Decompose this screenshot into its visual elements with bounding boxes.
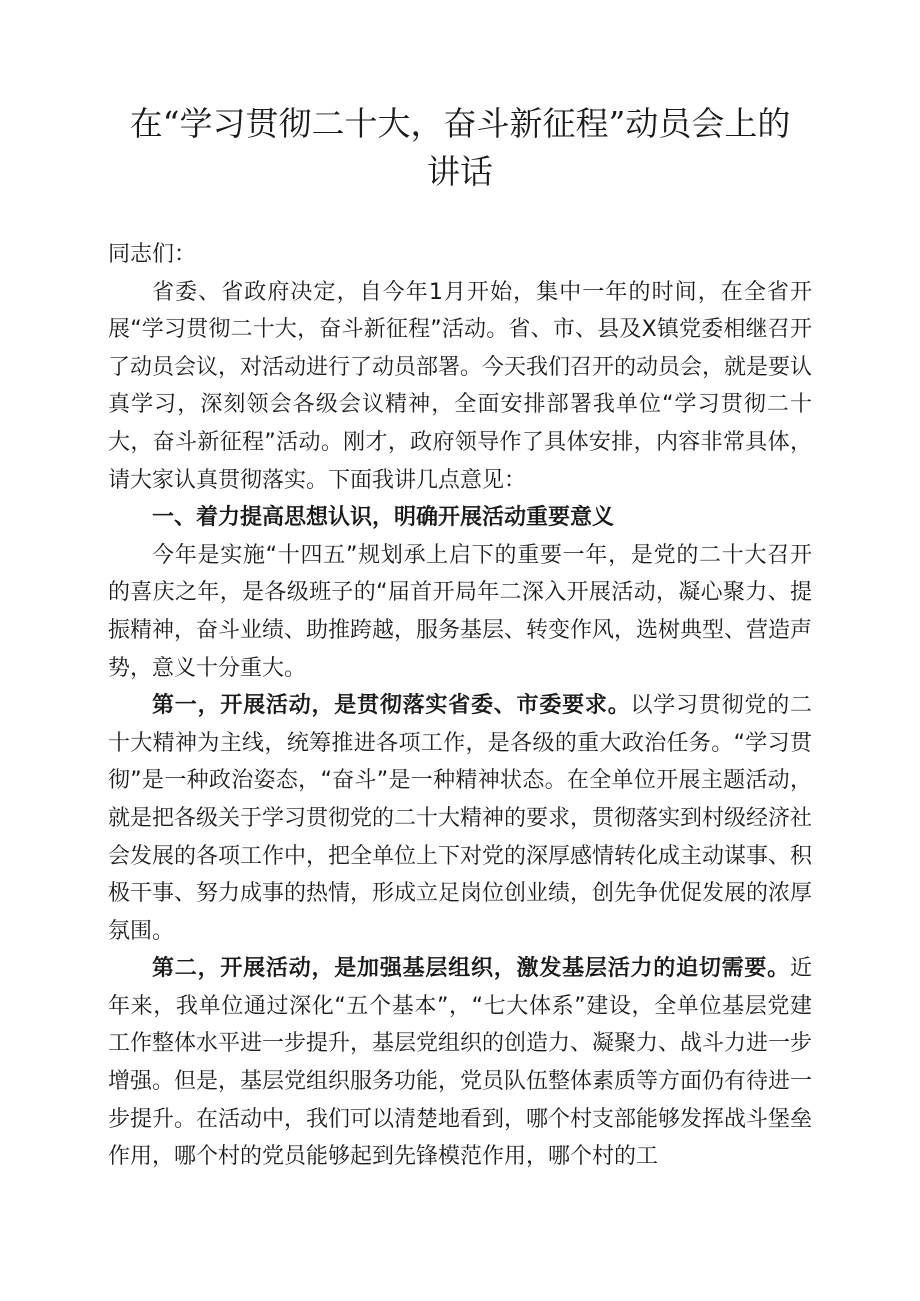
title-line-1: 在“学习贯彻二十大，奋斗新征程”动员会上的 [129,104,791,143]
point-1-paragraph [108,687,812,950]
point-1-lead: 第一，开展活动，是贯彻落实省委、市委要求。 [152,693,631,719]
point-2-text: 近年来，我单位通过深化“五个基本”，“七大体系”建设，全单位基层党建工作整体水平进一步提升，基层党组织的创造力、凝聚力、战斗力进一步增强。但是，基层党组织服务功能，党员队伍整体素质等方面仍有待进一步提升。在活动中，我们可以清楚地看到，哪个村支部能够发挥战斗堡垒作用，哪个村的党员能够起到先锋模范作用，哪个村的工 [108,956,813,1170]
document-title [108,100,812,196]
intro-paragraph: 省委、省政府决定，自今年1月开始，集中一年的时间，在全省开展“学习贯彻二十大，奋斗新征程”活动。省、市、县及X镇党委相继召开了动员会议，对活动进行了动员部署。今天我们召开的动员会，就是要认真学习，深刻领会各级会议精神，全面安排部署我单位“学习贯彻二十大，奋斗新征程”活动。刚才，政府领导作了具体安排，内容非常具体，请大家认真贯彻落实。下面我讲几点意见： [108,279,813,493]
point-1-text: 以学习贯彻党的二十大精神为主线，统筹推进各项工作，是各级的重大政治任务。“学习贯彻”是一种政治姿态，“奋斗”是一种精神状态。在全单位开展主题活动，就是把各级关于学习贯彻党的二十大精神的要求，贯彻落实到村级经济社会发展的各项工作中，把全单位上下对党的深厚感情转化成主动谋事、积极干事、努力成事的热情，形成立足岗位创业绩，创先争优促发展的浓厚氛围。 [108,693,813,944]
section-1-paragraph: 今年是实施“十四五”规划承上启下的重要一年，是党的二十大召开的喜庆之年，是各级班子的“届首开局年二深入开展活动，凝心聚力、提振精神，奋斗业绩、助推跨越，服务基层、转变作风，选树典型、营造声势，意义十分重大。 [108,542,813,681]
point-2-lead: 第二，开展活动，是加强基层组织，激发基层活力的迫切需要。 [152,956,790,982]
point-2-paragraph [108,950,812,1176]
document-body [108,236,812,1176]
title-line-2: 讲话 [427,152,493,191]
section-1-heading: 一、着力提高思想认识，明确开展活动重要意义 [152,505,615,531]
salutation: 同志们： [108,242,197,267]
